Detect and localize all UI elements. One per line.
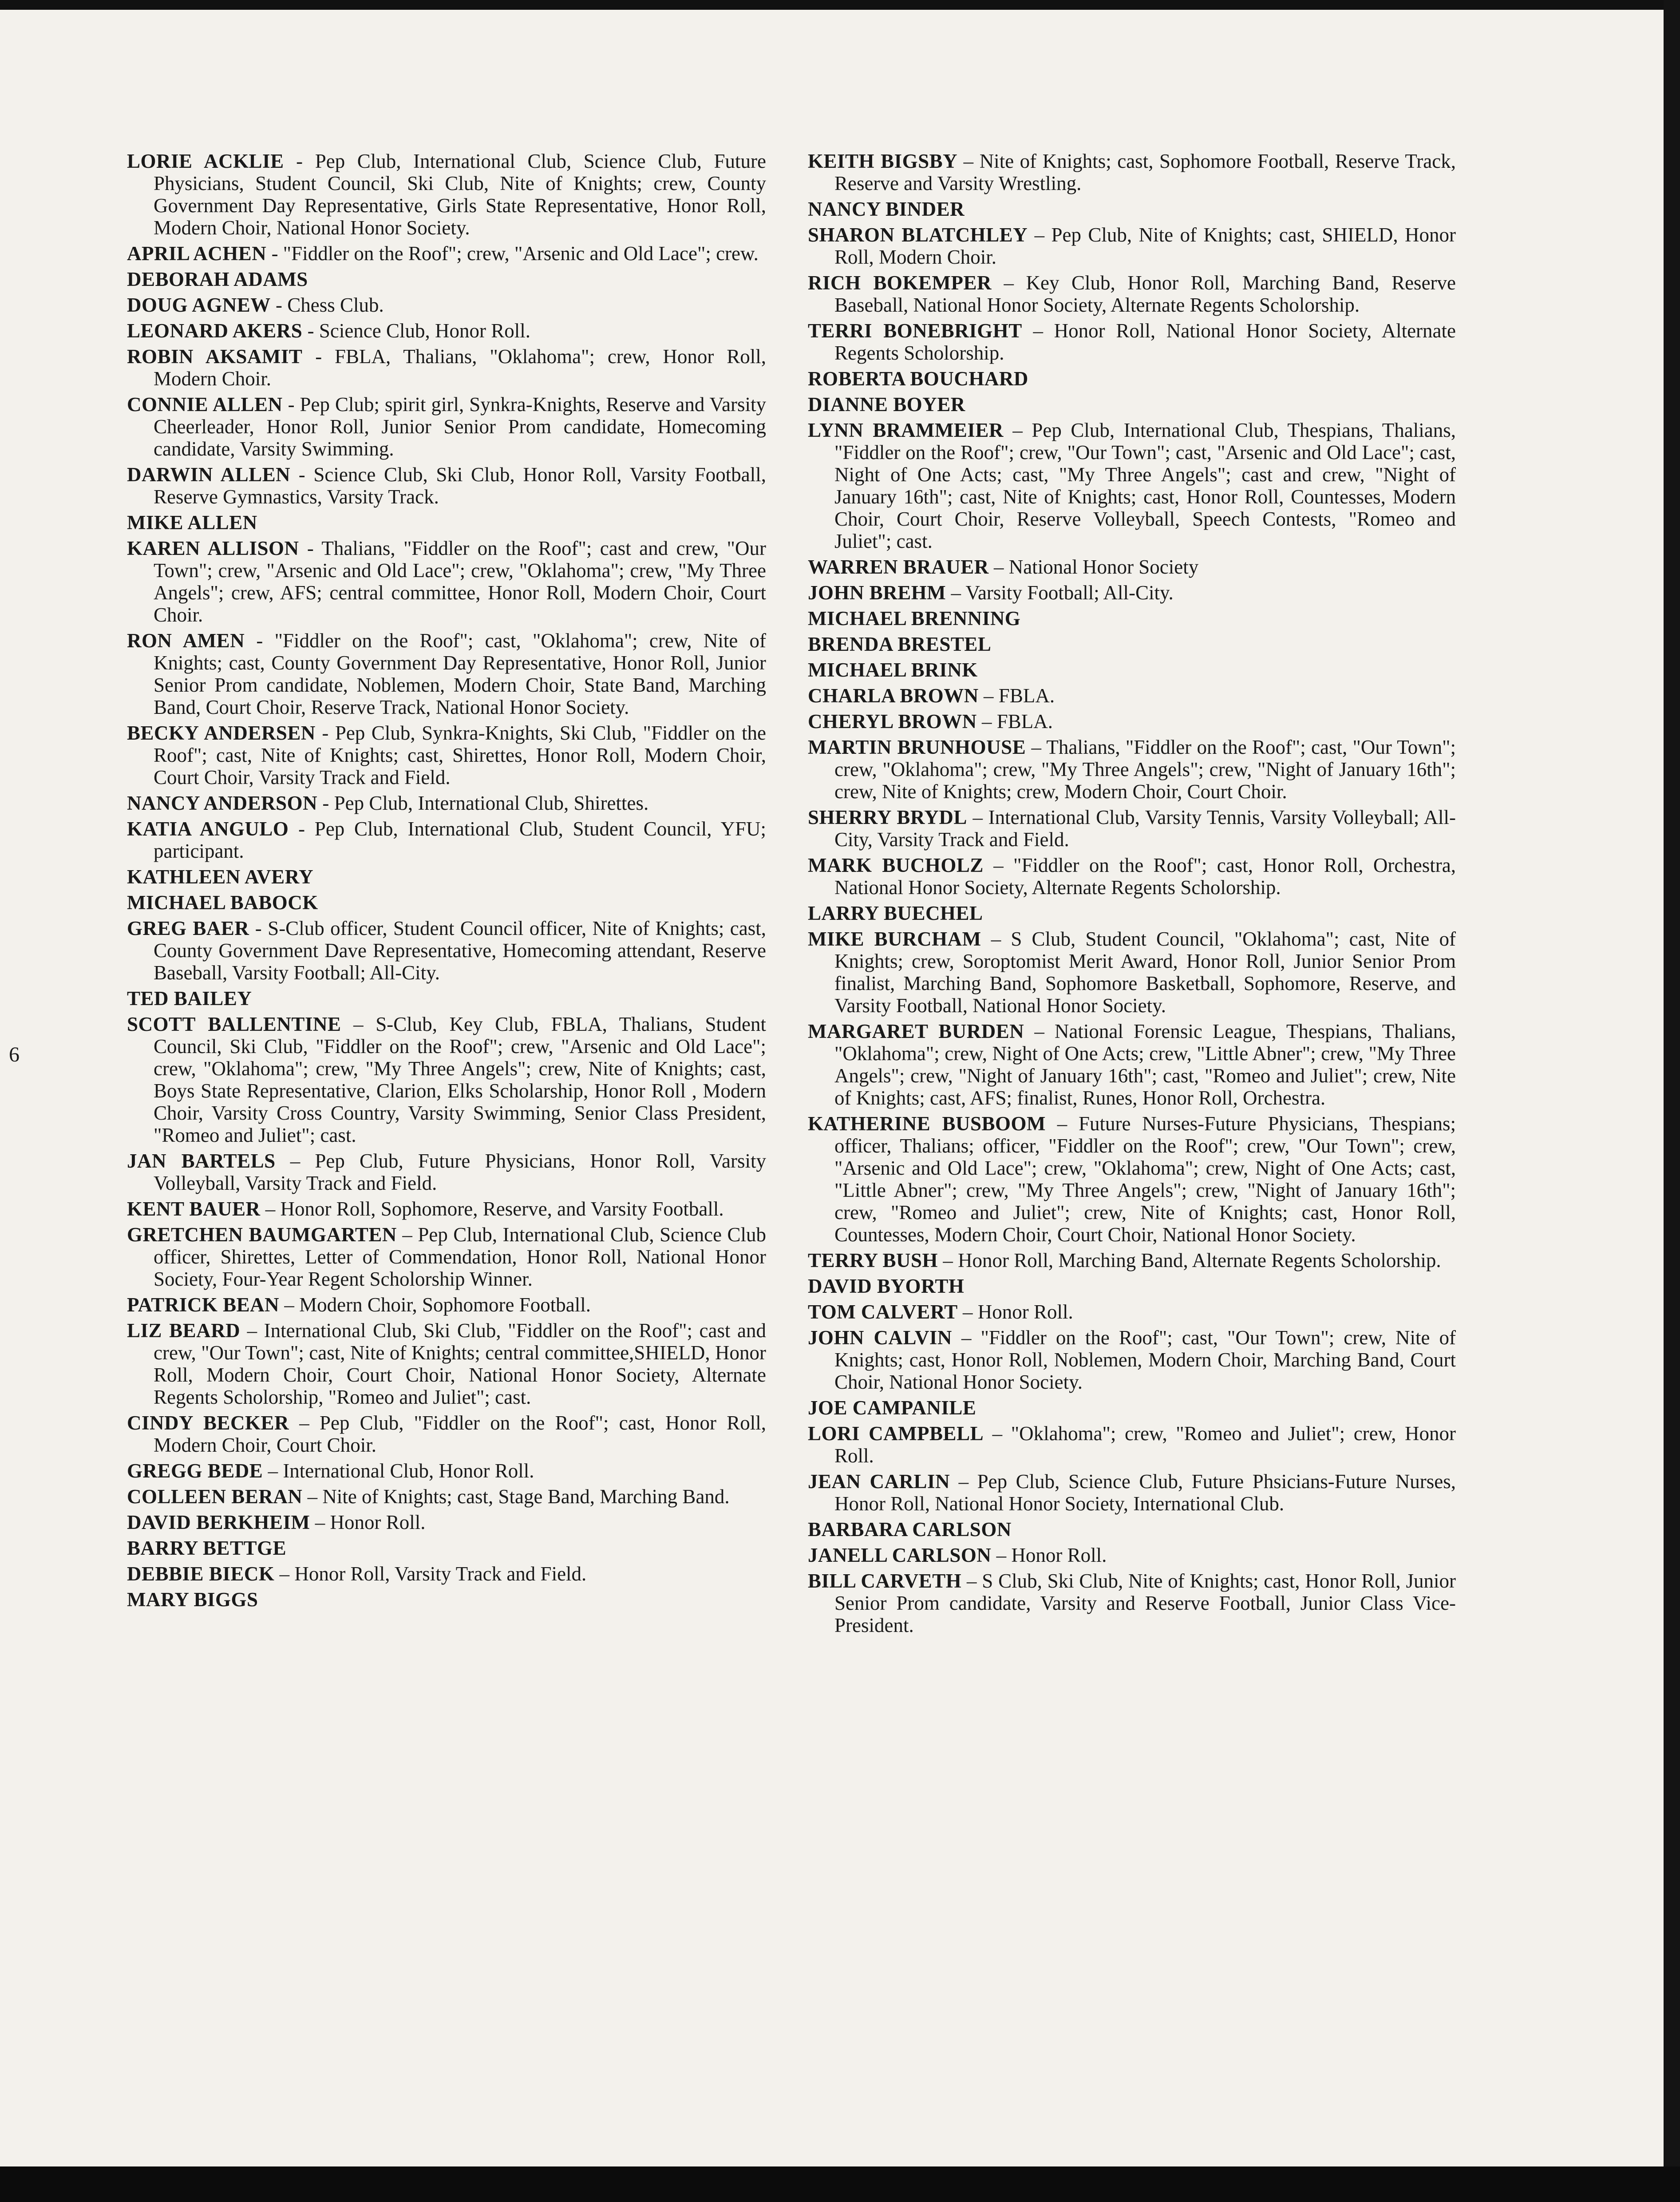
student-entry [127,866,766,888]
student-name: NANCY ANDERSON [127,792,318,814]
student-entry [808,1327,1456,1393]
student-name: BILL CARVETH [808,1570,962,1592]
student-name: MICHAEL BRINK [808,659,978,681]
student-name: RICH BOKEMPER [808,272,992,294]
student-entry [127,268,766,290]
student-name: MARGARET BURDEN [808,1020,1024,1042]
student-entry [127,630,766,718]
student-name: LARRY BUECHEL [808,902,983,924]
student-activities: – "Fiddler on the Roof"; cast, Honor Roll, Orchestra, National Honor Society, Alternate Regents Scholorship. [834,854,1456,899]
student-activities: – Varsity Football; All-City. [946,582,1174,604]
student-name: JEAN CARLIN [808,1470,950,1493]
student-entry [127,393,766,460]
student-name: MARTIN BRUNHOUSE [808,736,1026,758]
student-activities: – Future Nurses-Future Physicians, Thespians; officer, Thalians; officer, "Fiddler on the Roof"; crew, "Our Town"; crew, "Arsenic and Old Lace"; crew, "Oklahoma"; crew, Night of One Acts; cast, "Little Abner"; crew, "My Three Angels"; crew, "Night of January 16th"; crew, "Romeo and Juliet"; crew, Nite of Knights; cast, Honor Roll, Countesses, Modern Choir, Court Choir, National Honor Society. [834,1113,1456,1246]
student-name: CHARLA BROWN [808,685,979,707]
student-name: TERRI BONEBRIGHT [808,320,1022,342]
student-entry [808,902,1456,924]
student-name: MICHAEL BRENNING [808,607,1021,630]
student-name: KATIA ANGULO [127,818,289,840]
student-entry [127,987,766,1010]
student-name: KEITH BIGSBY [808,150,958,172]
student-name: DEBORAH ADAMS [127,268,308,290]
student-name: KATHERINE BUSBOOM [808,1113,1046,1135]
student-entry [127,1511,766,1533]
student-entry [808,1113,1456,1246]
student-activities: – Modern Choir, Sophomore Football. [279,1294,591,1316]
student-entry [808,1470,1456,1515]
student-activities: - Pep Club, Synkra-Knights, Ski Club, "Fiddler on the Roof"; cast, Nite of Knights; cast, Shirettes, Honor Roll, Modern Choir, Court Choir, Varsity Track and Field. [154,722,766,788]
student-entry [127,294,766,316]
student-entry [127,1150,766,1194]
student-name: ROBIN AKSAMIT [127,345,303,368]
student-entry [127,511,766,534]
student-entry [808,1422,1456,1467]
student-activities: – Honor Roll, National Honor Society, Alternate Regents Scholorship. [834,320,1456,364]
student-activities: – FBLA. [976,710,1053,733]
student-name: KENT BAUER [127,1198,261,1220]
student-activities: – International Club, Varsity Tennis, Varsity Volleyball; All-City, Varsity Track and Field. [834,806,1456,851]
student-entry [127,537,766,626]
student-name: LEONARD AKERS [127,320,303,342]
student-name: CINDY BECKER [127,1412,289,1434]
student-entry [127,1412,766,1456]
student-entry [127,917,766,984]
student-entry [808,928,1456,1017]
student-entry [808,1397,1456,1419]
student-activities: – International Club, Ski Club, "Fiddler on the Roof"; cast and crew, "Our Town"; cast, Nite of Knights; central committee,SHIELD, Honor Roll, Modern Choir, Court Choir, National Honor Society, Alternate Regents Scholorship, "Romeo and Juliet"; cast. [154,1319,766,1408]
student-activities: – Pep Club, Nite of Knights; cast, SHIELD, Honor Roll, Modern Choir. [834,224,1456,268]
student-entry [127,150,766,239]
student-name: MIKE BURCHAM [808,928,981,950]
student-name: JOE CAMPANILE [808,1397,976,1419]
student-entry [127,1294,766,1316]
student-entry [808,198,1456,220]
student-name: BRENDA BRESTEL [808,633,992,655]
student-name: DAVID BERKHEIM [127,1511,310,1533]
student-name: LIZ BEARD [127,1319,241,1342]
student-entry [127,792,766,814]
student-entry [808,272,1456,316]
student-entry [127,818,766,862]
page-number: 6 [9,1043,20,1066]
student-activities: – Honor Roll, Varsity Track and Field. [274,1563,587,1585]
student-name: BARBARA CARLSON [808,1518,1012,1541]
student-name: WARREN BRAUER [808,556,989,578]
student-entry [808,806,1456,851]
student-entry [808,1570,1456,1636]
student-activities: - Science Club, Honor Roll. [302,320,531,342]
student-name: SHERRY BRYDL [808,806,967,828]
student-entry [127,320,766,342]
student-activities: - Pep Club, International Club, Science Club, Future Physicians, Student Council, Ski Club, Nite of Knights; crew, County Government Day Representative, Girls State Representative, Honor Roll, Modern Choir, National Honor Society. [154,150,766,239]
student-entry [127,1537,766,1559]
student-activities: – Pep Club, International Club, Thespians, Thalians, "Fiddler on the Roof"; crew, "Our Town"; cast, "Arsenic and Old Lace"; cast, Night of One Acts; cast, "My Three Angels"; cast and crew, "Night of January 16th"; cast, Nite of Knights; cast, Honor Roll, Countesses, Modern Choir, Court Choir, Reserve Volleyball, Speech Contests, "Romeo and Juliet"; cast. [834,419,1456,552]
student-entry [127,1485,766,1508]
student-entry [808,710,1456,733]
student-activities: – Honor Roll. [957,1301,1073,1323]
student-name: COLLEEN BERAN [127,1485,303,1508]
right-column [808,150,1456,1640]
student-activities: – Key Club, Honor Roll, Marching Band, Reserve Baseball, National Honor Society, Alternate Regents Scholorship. [834,272,1456,316]
student-name: SCOTT BALLENTINE [127,1013,341,1035]
student-name: SHARON BLATCHLEY [808,224,1028,246]
student-name: KATHLEEN AVERY [127,866,314,888]
student-name: CHERYL BROWN [808,710,977,733]
student-name: DARWIN ALLEN [127,463,291,486]
student-name: KAREN ALLISON [127,537,299,559]
student-entry [808,607,1456,630]
student-activities: – National Honor Society [988,556,1199,578]
student-activities: – International Club, Honor Roll. [263,1460,534,1482]
student-activities: - Pep Club; spirit girl, Synkra-Knights, Reserve and Varsity Cheerleader, Honor Roll, Junior Senior Prom candidate, Homecoming candidate, Varsity Swimming. [154,393,767,460]
student-activities: – Nite of Knights; cast, Sophomore Football, Reserve Track, Reserve and Varsity Wrestling. [834,150,1456,194]
student-activities: – Honor Roll, Sophomore, Reserve, and Varsity Football. [260,1198,724,1220]
student-name: MARK BUCHOLZ [808,854,984,876]
student-activities: - Pep Club, International Club, Student Council, YFU; participant. [154,818,767,862]
student-name: MIKE ALLEN [127,511,257,534]
student-name: MICHAEL BABOCK [127,891,318,914]
student-activities: – Honor Roll. [991,1544,1107,1566]
student-activities: – S-Club, Key Club, FBLA, Thalians, Student Council, Ski Club, "Fiddler on the Roof"; crew, "Arsenic and Old Lace"; crew, "Oklahoma"; crew, "My Three Angels"; crew, Nite of Knights; cast, Boys State Representative, Clarion, Elks Scholarship, Honor Roll , Modern Choir, Varsity Cross Country, Varsity Swimming, Senior Class President, "Romeo and Juliet"; cast. [154,1013,767,1146]
student-activities: – Pep Club, "Fiddler on the Roof"; cast, Honor Roll, Modern Choir, Court Choir. [154,1412,767,1456]
student-entry [808,1020,1456,1109]
student-name: TOM CALVERT [808,1301,958,1323]
student-name: JANELL CARLSON [808,1544,992,1566]
student-name: GREGG BEDE [127,1460,263,1482]
student-entry [808,224,1456,268]
student-name: PATRICK BEAN [127,1294,280,1316]
student-entry [808,582,1456,604]
student-activities: – FBLA. [978,685,1055,707]
student-activities: – Thalians, "Fiddler on the Roof"; cast, "Our Town"; crew, "Oklahoma"; crew, "My Three Angels"; crew, "Night of January 16th"; crew, Nite of Knights; crew, Modern Choir, Court Choir. [834,736,1456,803]
student-name: GREG BAER [127,917,249,939]
top-scan-border [0,0,1680,10]
student-entry [127,345,766,390]
student-entry [808,419,1456,552]
student-entry [127,1224,766,1290]
student-entry [808,1275,1456,1297]
student-activities: - Thalians, "Fiddler on the Roof"; cast and crew, "Our Town"; crew, "Arsenic and Old Lace"; crew, "Oklahoma"; crew, "My Three Angels"; crew, AFS; central committee, Honor Roll, Modern Choir, Court Choir. [154,537,766,626]
student-name: LYNN BRAMMEIER [808,419,1004,441]
student-name: JOHN CALVIN [808,1327,952,1349]
student-entry [127,463,766,508]
student-activities: - Science Club, Ski Club, Honor Roll, Varsity Football, Reserve Gymnastics, Varsity Track. [154,463,767,508]
student-entry [127,1563,766,1585]
student-name: DAVID BYORTH [808,1275,965,1297]
student-name: DIANNE BOYER [808,393,965,416]
student-name: MARY BIGGS [127,1588,258,1611]
student-activities: – Pep Club, Science Club, Future Phsicians-Future Nurses, Honor Roll, National Honor Society, International Club. [834,1470,1456,1515]
student-activities: – Nite of Knights; cast, Stage Band, Marching Band. [302,1485,730,1508]
student-name: BECKY ANDERSEN [127,722,316,744]
student-activities: – "Oklahoma"; crew, "Romeo and Juliet"; crew, Honor Roll. [834,1422,1456,1467]
student-activities: - Pep Club, International Club, Shirettes. [317,792,649,814]
student-name: DEBBIE BIECK [127,1563,275,1585]
student-activities: - "Fiddler on the Roof"; crew, "Arsenic and Old Lace"; crew. [266,242,759,265]
student-activities: - Chess Club. [270,294,384,316]
student-name: JAN BARTELS [127,1150,276,1172]
student-name: GRETCHEN BAUMGARTEN [127,1224,397,1246]
student-entry [808,685,1456,707]
student-entry [127,1460,766,1482]
student-activities: – Pep Club, Future Physicians, Honor Roll, Varsity Volleyball, Varsity Track and Field. [154,1150,767,1194]
student-entry [808,633,1456,655]
student-entry [127,722,766,788]
student-activities: – "Fiddler on the Roof"; cast, "Our Town"; crew, Nite of Knights; cast, Honor Roll, Noblemen, Modern Choir, Marching Band, Court Choir, National Honor Society. [834,1327,1456,1393]
student-activities: – National Forensic League, Thespians, Thalians, "Oklahoma"; crew, Night of One Acts; crew, "Little Abner"; crew, "My Three Angels"; crew, "Night of January 16th"; cast, "Romeo and Juliet"; crew, Nite of Knights; cast, AFS; finalist, Runes, Honor Roll, Orchestra. [834,1020,1456,1109]
student-activities: - "Fiddler on the Roof"; cast, "Oklahoma"; crew, Nite of Knights; cast, County Government Day Representative, Honor Roll, Junior Senior Prom candidate, Noblemen, Modern Choir, State Band, Marching Band, Court Choir, Reserve Track, National Honor Society. [154,630,767,718]
student-entry [808,368,1456,390]
student-entry [808,150,1456,194]
right-scan-border [1664,0,1680,2202]
student-entry [808,1518,1456,1541]
student-activities: – Honor Roll, Marching Band, Alternate Regents Scholorship. [938,1249,1441,1271]
student-activities: - S-Club officer, Student Council officer, Nite of Knights; cast, County Government Dave Representative, Homecoming attendant, Reserve Baseball, Varsity Football; All-City. [154,917,766,984]
left-column [127,150,766,1614]
student-activities: - FBLA, Thalians, "Oklahoma"; crew, Honor Roll, Modern Choir. [154,345,766,390]
student-name: JOHN BREHM [808,582,946,604]
student-name: DOUG AGNEW [127,294,271,316]
student-entry [127,891,766,914]
student-entry [808,736,1456,803]
student-activities: – S Club, Student Council, "Oklahoma"; cast, Nite of Knights; crew, Soroptomist Merit Award, Honor Roll, Junior Senior Prom finalist, Marching Band, Sophomore Basketball, Sophomore, Reserve, and Varsity Football, National Honor Society. [834,928,1456,1017]
student-entry [808,1249,1456,1271]
student-name: APRIL ACHEN [127,242,267,265]
student-name: ROBERTA BOUCHARD [808,368,1028,390]
student-entry [127,1319,766,1408]
student-entry [808,659,1456,681]
student-name: BARRY BETTGE [127,1537,287,1559]
student-entry [808,1301,1456,1323]
bottom-scan-border [0,2166,1680,2202]
student-name: LORI CAMPBELL [808,1422,984,1445]
student-entry [127,1588,766,1611]
student-activities: – S Club, Ski Club, Nite of Knights; cast, Honor Roll, Junior Senior Prom candidate, Varsity and Reserve Football, Junior Class Vice-President. [834,1570,1456,1636]
student-name: RON AMEN [127,630,245,652]
student-activities: – Honor Roll. [310,1511,426,1533]
student-entry [808,556,1456,578]
student-name: CONNIE ALLEN [127,393,283,416]
student-entry [808,1544,1456,1566]
student-name: TERRY BUSH [808,1249,938,1271]
student-entry [808,320,1456,364]
student-entry [127,1013,766,1146]
student-entry [127,242,766,265]
student-name: LORIE ACKLIE [127,150,284,172]
student-name: NANCY BINDER [808,198,965,220]
student-name: TED BAILEY [127,987,252,1010]
student-entry [808,393,1456,416]
student-entry [808,854,1456,899]
student-activities: – Pep Club, International Club, Science Club officer, Shirettes, Letter of Commendation, Honor Roll, National Honor Society, Four-Year Regent Scholorship Winner. [154,1224,767,1290]
student-entry [127,1198,766,1220]
